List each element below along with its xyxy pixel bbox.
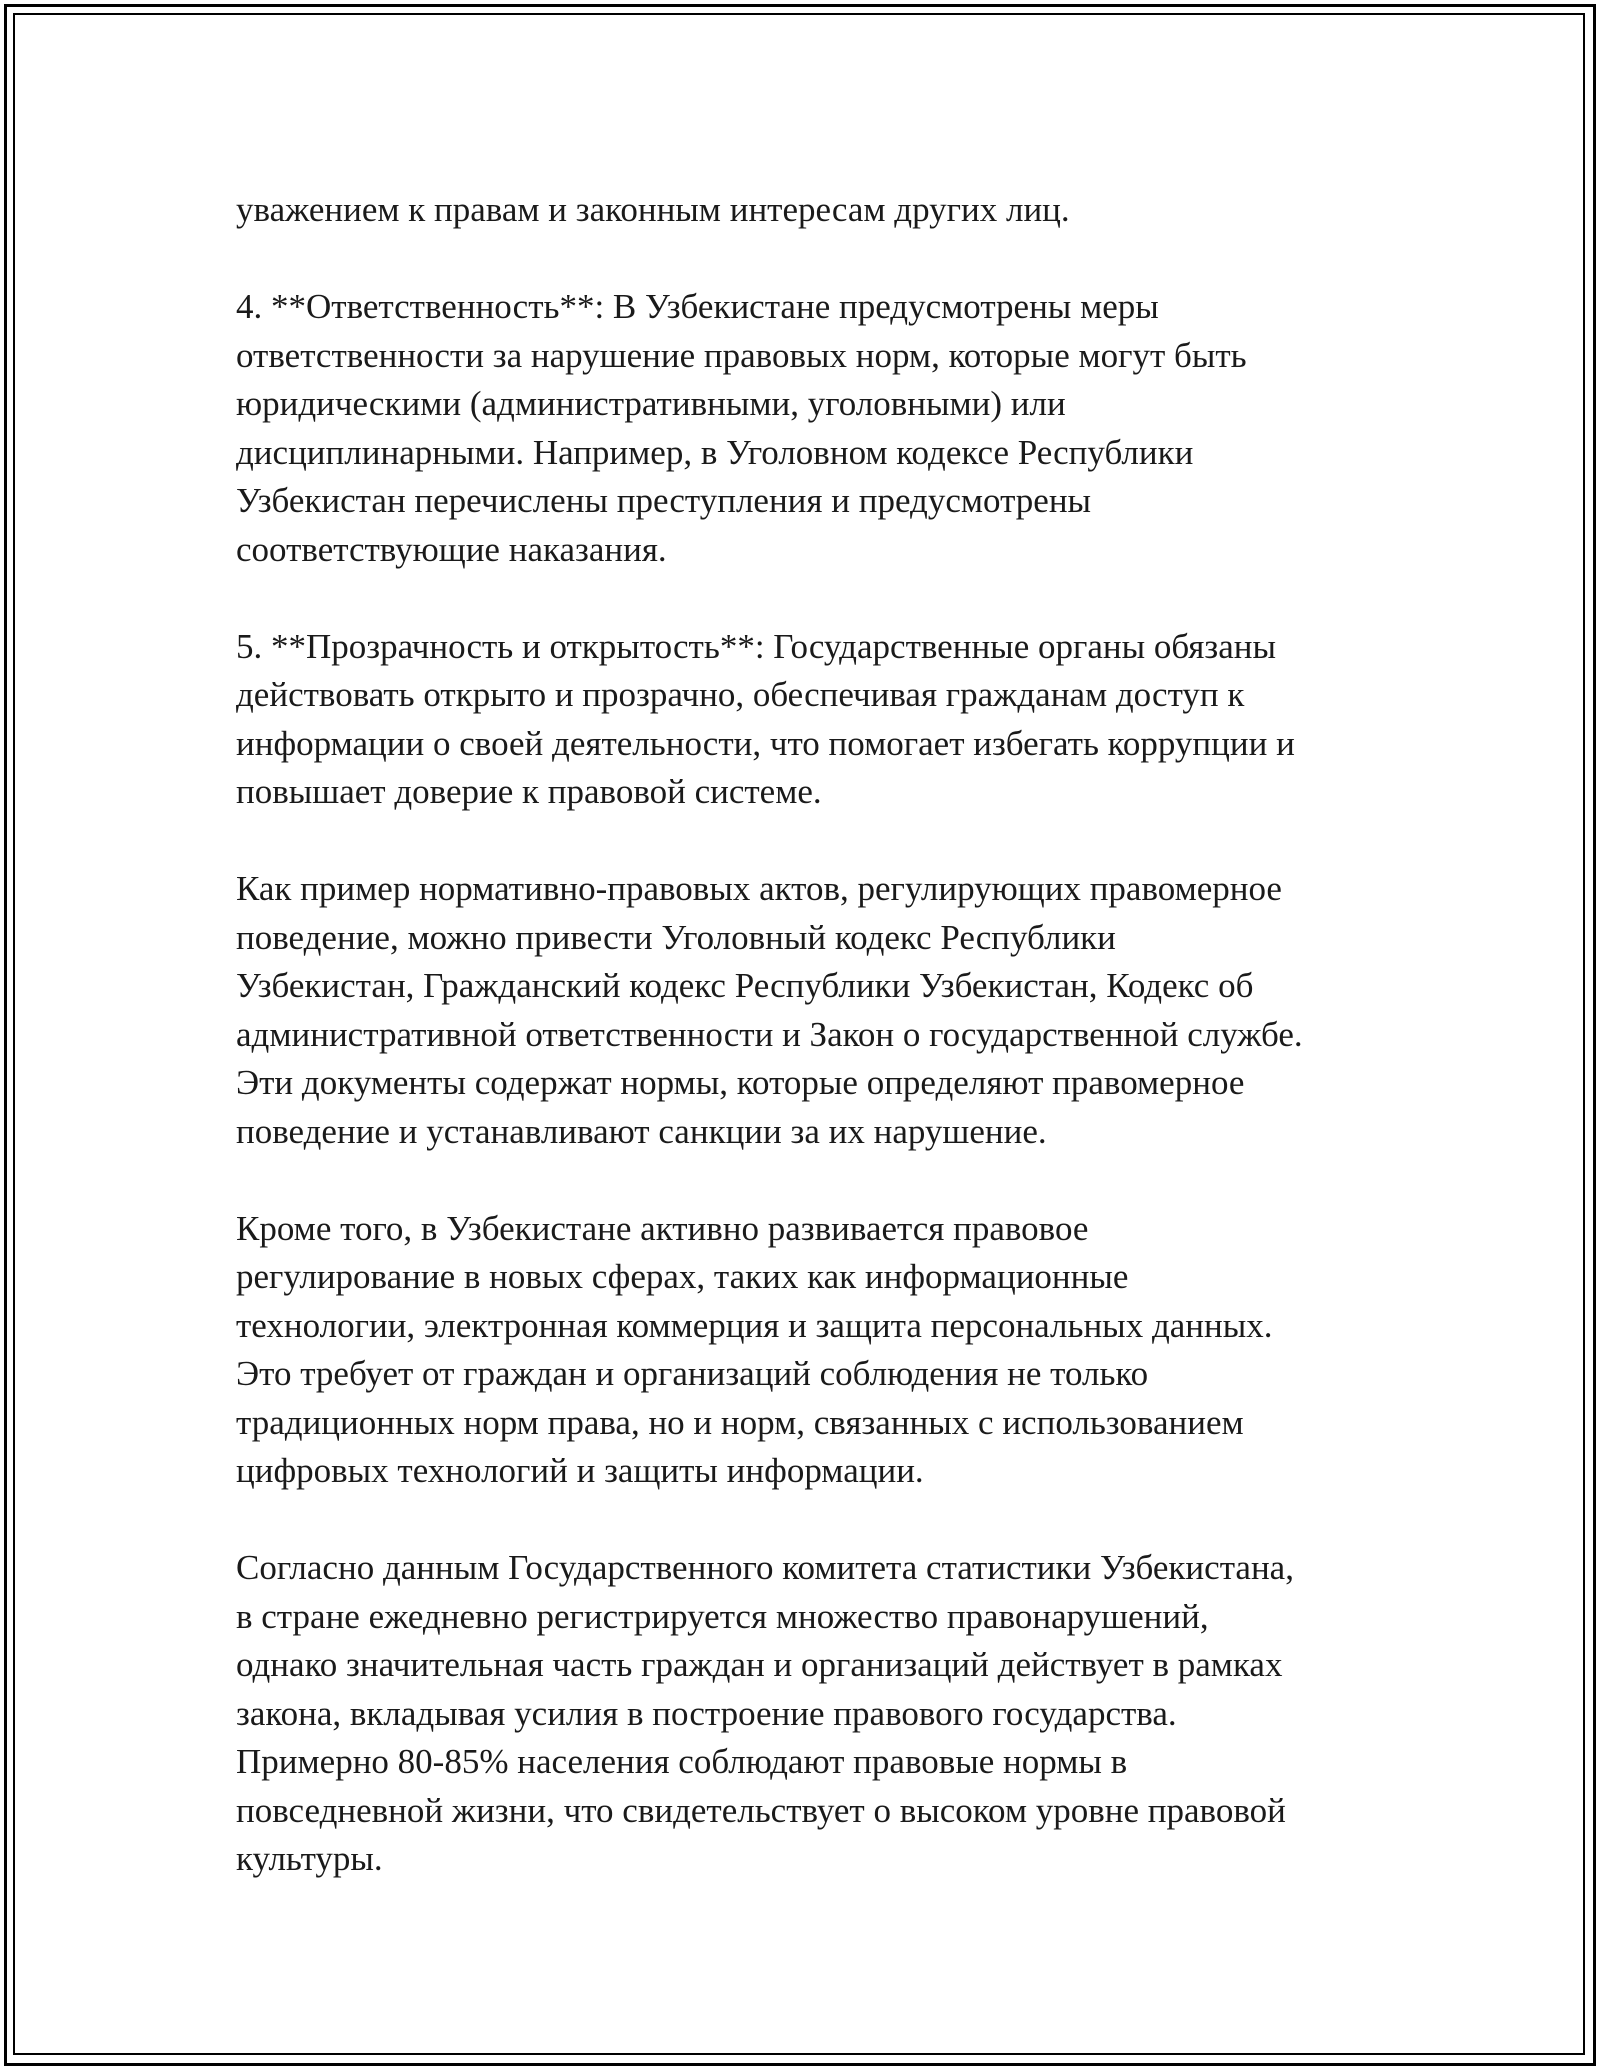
text-line: 5. **Прозрачность и открытость**: Государственные органы обязаны <box>236 626 1277 666</box>
text-line: дисциплинарными. Например, в Уголовном кодексе Республики <box>236 432 1194 472</box>
text-line: повышает доверие к правовой системе. <box>236 772 822 811</box>
text-line: закона, вкладывая усилия в построение правового государства. <box>236 1693 1177 1733</box>
text-line: юридическими (административными, уголовными) или <box>236 384 1066 423</box>
text-line: Как пример нормативно-правовых актов, регулирующих правомерное <box>236 869 1282 908</box>
text-line: технологии, электронная коммерция и защита персональных данных. <box>236 1305 1273 1345</box>
paragraph <box>236 186 1386 235</box>
paragraph <box>236 283 1386 574</box>
text-line: уважением к правам и законным интересам других лиц. <box>236 190 1070 229</box>
text-line: административной ответственности и Закон о государственной службе. <box>236 1014 1303 1054</box>
text-line: Кроме того, в Узбекистане активно развивается правовое <box>236 1208 1089 1248</box>
text-line: однако значительная часть граждан и организаций действует в рамках <box>236 1645 1283 1684</box>
text-line: 4. **Ответственность**: В Узбекистане предусмотрены меры <box>236 287 1159 326</box>
text-line: Примерно 80-85% населения соблюдают правовые нормы в <box>236 1742 1128 1781</box>
paragraph <box>236 865 1386 1156</box>
text-line: регулирование в новых сферах, таких как информационные <box>236 1257 1129 1296</box>
text-line: Эти документы содержат нормы, которые определяют правомерное <box>236 1063 1245 1102</box>
text-line: соответствующие наказания. <box>236 529 667 569</box>
document-body <box>236 186 1386 1932</box>
text-line: поведение и устанавливают санкции за их нарушение. <box>236 1111 1047 1151</box>
text-line: повседневной жизни, что свидетельствует о высоком уровне правовой <box>236 1790 1286 1830</box>
text-line: действовать открыто и прозрачно, обеспечивая гражданам доступ к <box>236 675 1245 714</box>
paragraph <box>236 1205 1386 1496</box>
text-line: Это требует от граждан и организаций соблюдения не только <box>236 1354 1149 1393</box>
text-line: цифровых технологий и защиты информации. <box>236 1451 924 1490</box>
text-line: Узбекистан, Гражданский кодекс Республики Узбекистан, Кодекс об <box>236 966 1254 1005</box>
text-line: информации о своей деятельности, что помогает избегать коррупции и <box>236 723 1295 763</box>
text-line: ответственности за нарушение правовых норм, которые могут быть <box>236 335 1247 375</box>
text-line: культуры. <box>236 1839 383 1878</box>
text-line: Узбекистан перечислены преступления и предусмотрены <box>236 481 1092 520</box>
text-line: в стране ежедневно регистрируется множество правонарушений, <box>236 1596 1209 1636</box>
text-line: поведение, можно привести Уголовный кодекс Республики <box>236 917 1116 957</box>
paragraph <box>236 1544 1386 1884</box>
paragraph <box>236 623 1386 817</box>
text-line: Согласно данным Государственного комитета статистики Узбекистана, <box>236 1548 1294 1587</box>
text-line: традиционных норм права, но и норм, связанных с использованием <box>236 1402 1244 1442</box>
